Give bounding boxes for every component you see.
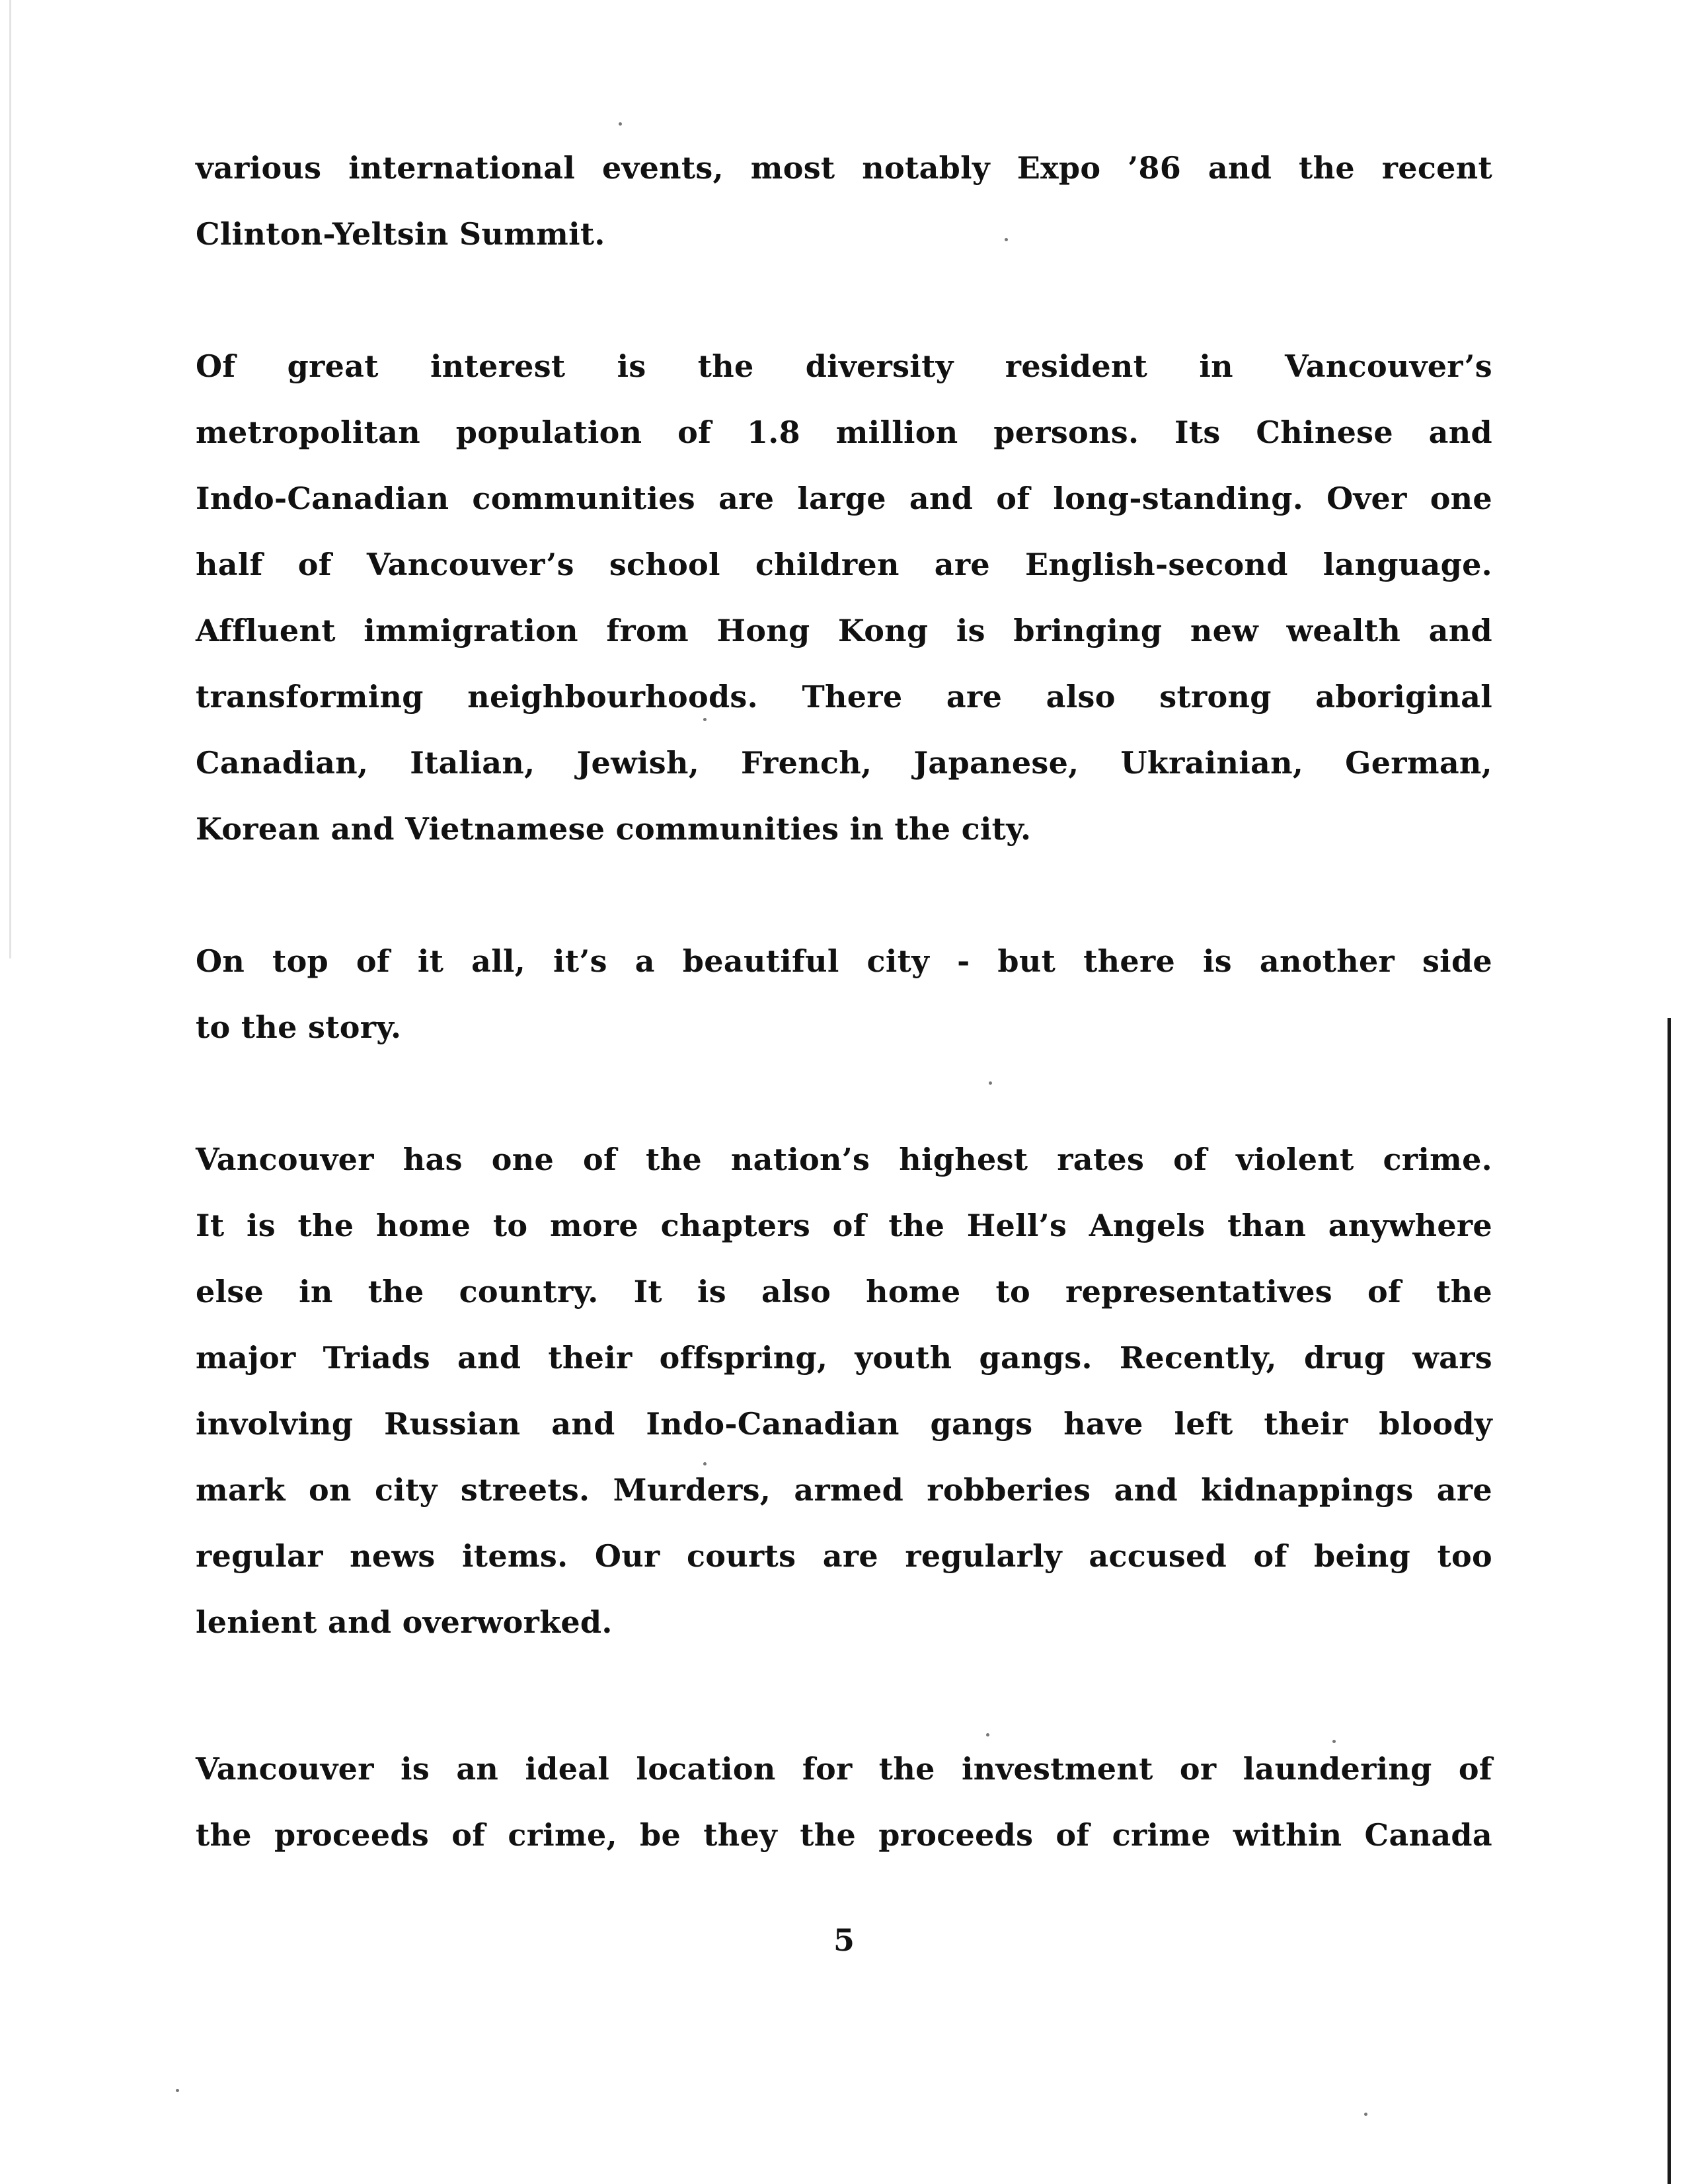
paragraph-1 [196, 135, 1492, 267]
paragraph-line: the proceeds of crime, be they the proceeds of crime within Canada [196, 1817, 1492, 1853]
paragraph-line: Clinton-Yeltsin Summit. [196, 216, 605, 252]
paragraph-line: Affluent immigration from Hong Kong is bringing new wealth and [196, 613, 1492, 648]
paragraph-line: Indo-Canadian communities are large and of long-standing. Over one [196, 481, 1492, 516]
paragraph-line: regular news items. Our courts are regularly accused of being too [196, 1538, 1492, 1574]
paragraph-line: It is the home to more chapters of the Hell’s Angels than anywhere [196, 1208, 1492, 1243]
paragraph-4 [196, 1126, 1492, 1655]
paragraph-line: half of Vancouver’s school children are English-second language. [196, 547, 1492, 582]
paragraph-line: involving Russian and Indo-Canadian gangs have left their bloody [196, 1406, 1492, 1442]
paragraph-line: Canadian, Italian, Jewish, French, Japanese, Ukrainian, German, [196, 745, 1492, 781]
scan-edge-line [1668, 1018, 1671, 2184]
paragraph-line: mark on city streets. Murders, armed robberies and kidnappings are [196, 1472, 1492, 1508]
scan-speck [1364, 2113, 1367, 2116]
scan-speck [989, 1081, 992, 1085]
paragraph-line: major Triads and their offspring, youth gangs. Recently, drug wars [196, 1340, 1492, 1376]
paragraph-line: Vancouver has one of the nation’s highest rates of violent crime. [196, 1142, 1492, 1177]
paragraph-line: metropolitan population of 1.8 million persons. Its Chinese and [196, 414, 1492, 450]
paragraph-line: to the story. [196, 1009, 402, 1045]
paragraph-line: transforming neighbourhoods. There are also strong aboriginal [196, 679, 1492, 715]
paragraph-line: lenient and overworked. [196, 1604, 613, 1640]
scan-speck [176, 2089, 179, 2092]
paragraph-2 [196, 333, 1492, 862]
scan-speck [619, 122, 622, 126]
paragraph-line: Korean and Vietnamese communities in the city. [196, 811, 1032, 847]
paragraph-line: Of great interest is the diversity resident in Vancouver’s [196, 348, 1492, 384]
paragraph-line: else in the country. It is also home to representatives of the [196, 1274, 1492, 1309]
page-number: 5 [833, 1922, 855, 1958]
paragraph-line: Vancouver is an ideal location for the investment or laundering of [196, 1751, 1492, 1787]
paragraph-line: On top of it all, it’s a beautiful city - but there is another side [196, 943, 1492, 979]
scan-edge-shadow [9, 0, 11, 958]
paragraph-3 [196, 928, 1492, 1060]
paragraph-5 [196, 1736, 1492, 1868]
paragraph-line: various international events, most notably Expo ’86 and the recent [196, 150, 1492, 186]
